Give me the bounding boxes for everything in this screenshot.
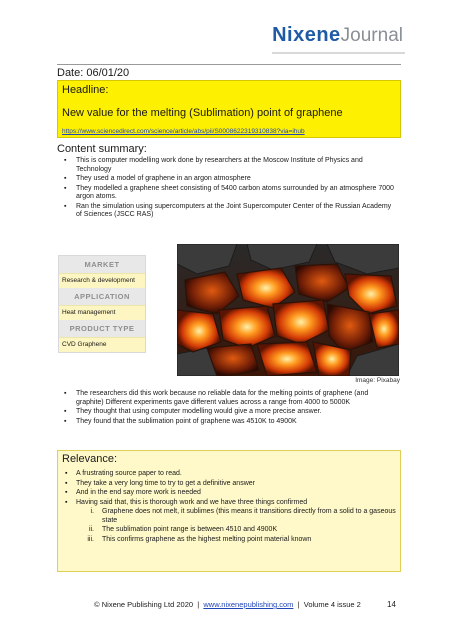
list-item: ▪ They take a very long time to try to get a definitive answer bbox=[62, 480, 396, 489]
footer-separator: | bbox=[297, 600, 300, 609]
tag-header-product-type: PRODUCT TYPE bbox=[59, 320, 145, 337]
footer-issue: Volume 4 issue 2 bbox=[303, 600, 361, 609]
list-item: ▪ They thought that using computer modelling would give a more precise answer. bbox=[58, 408, 394, 417]
brand-name-bold: Nixene bbox=[272, 24, 341, 46]
list-item bbox=[62, 526, 396, 535]
relevance-sublist bbox=[62, 508, 396, 544]
list-item: ▪ A frustrating source paper to read. bbox=[62, 470, 396, 479]
tag-header-market: MARKET bbox=[59, 256, 145, 273]
list-number: iii. bbox=[87, 535, 94, 543]
list-number: ii. bbox=[88, 526, 94, 533]
relevance-title: Relevance: bbox=[62, 453, 118, 465]
list-number: i. bbox=[90, 508, 94, 515]
page-number: 14 bbox=[387, 600, 396, 609]
brand-underline bbox=[272, 52, 405, 54]
summary-list bbox=[58, 157, 394, 221]
image-credit: Image: Pixabay bbox=[355, 377, 400, 384]
list-item: ▪ Ran the simulation using supercomputers at the Joint Supercomputer Center of the Russian Academy of Sciences (JSCC RAS) bbox=[58, 203, 394, 220]
list-item: ▪ They used a model of graphene in an argon atmosphere bbox=[58, 175, 394, 184]
source-link[interactable]: https://www.sciencedirect.com/science/article/abs/pii/S0008622319310838?via=ihub bbox=[62, 128, 305, 135]
list-item: ▪ They found that the sublimation point of graphene was 4510K to 4900K bbox=[58, 418, 394, 427]
list-item: ▪ And in the end say more work is needed bbox=[62, 489, 396, 498]
tag-header-application: APPLICATION bbox=[59, 288, 145, 305]
glowing-coals-photo bbox=[177, 244, 399, 376]
relevance-list bbox=[62, 470, 396, 507]
footer-website-link[interactable]: www.nixenepublishing.com bbox=[203, 600, 294, 609]
list-item: ▪ The researchers did this work because no reliable data for the melting points of graphene (and graphite) Different experiments gave different values across a range from 4000 to 5000K bbox=[58, 390, 394, 407]
list-item bbox=[62, 508, 396, 525]
brand-logo bbox=[272, 20, 403, 54]
list-text: This confirms graphene as the highest melting point material known bbox=[102, 535, 312, 543]
tag-value-market: Research & development bbox=[59, 273, 145, 288]
footer-copyright: © Nixene Publishing Ltd 2020 bbox=[94, 600, 194, 609]
list-item bbox=[62, 536, 396, 545]
tag-panel bbox=[58, 255, 146, 353]
headline-label: Headline: bbox=[62, 84, 109, 96]
list-text: Graphene does not melt, it sublimes (this means it transitions directly from a solid to a gaseous state bbox=[102, 508, 396, 524]
relevance-box bbox=[57, 450, 401, 572]
tag-value-application: Heat management bbox=[59, 305, 145, 320]
article-date: Date: 06/01/20 bbox=[57, 64, 401, 80]
brand-name-light: Journal bbox=[340, 25, 403, 46]
footer-separator: | bbox=[197, 600, 200, 609]
headline-title: New value for the melting (Sublimation) point of graphene bbox=[62, 107, 343, 119]
summary-title: Content summary: bbox=[57, 143, 147, 155]
list-item: ▪ They modelled a graphene sheet consisting of 5400 carbon atoms surrounded by an atmosphere 7000 argon atoms. bbox=[58, 185, 394, 202]
tag-value-product-type: CVD Graphene bbox=[59, 337, 145, 352]
detail-list bbox=[58, 390, 394, 427]
list-item: ▪ This is computer modelling work done by researchers at the Moscow Institute of Physics and Technology bbox=[58, 157, 394, 174]
headline-box bbox=[57, 80, 401, 138]
list-item: ▪ Having said that, this is thorough work and we have three things confirmed bbox=[62, 499, 396, 508]
list-text: The sublimation point range is between 4510 and 4900K bbox=[102, 526, 278, 533]
